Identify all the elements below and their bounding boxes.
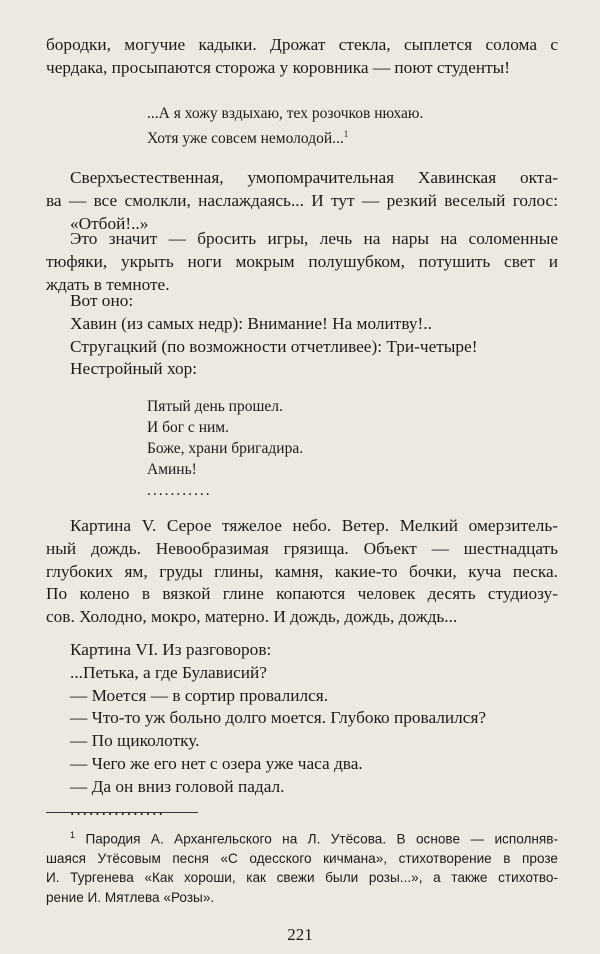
footnote-marker: 1 (343, 129, 349, 139)
footnote-line: рение И. Мятлева «Розы». (46, 889, 215, 905)
poem-line: ...А я хожу вздыхаю, тех розочков нюхаю. (147, 105, 424, 122)
paragraph-scene-5 (46, 515, 558, 629)
text-line: Это значит — бросить игры, лечь на нары на соломенные (70, 229, 558, 248)
poem-chorus (147, 396, 303, 501)
footnote-divider (46, 812, 198, 813)
dialog-line: — Что-то уж больно долго моется. Глубоко провалился? (70, 708, 487, 728)
text-line: Картина VI. Из разговоров: (70, 640, 272, 659)
poem-line: И бог с ним. (147, 419, 229, 436)
text-line: ный дождь. Невообразимая грязища. Объект — шестнадцать (46, 538, 558, 558)
dialog-line: ............... (70, 799, 165, 819)
text-line: По колено в вязкой глине копаются человек десять студиозу- (46, 584, 558, 604)
text-line: «Отбой!..» (70, 213, 149, 233)
text-line: Стругацкий (по возможности отчетливее): Три-четыре! (70, 336, 478, 356)
text-line: сов. Холодно, мокро, матерно. И дождь, дождь, дождь... (46, 607, 458, 627)
text-line: глубоких ям, груды глины, камня, какие-то бочки, куча песка. (46, 561, 558, 581)
paragraph-scene-6 (46, 639, 558, 821)
text-line: Нестройный хор: (70, 359, 198, 379)
paragraph-intro (46, 34, 558, 80)
poem-line: Пятый день прошел. (147, 398, 283, 415)
footnote-number: 1 (70, 830, 76, 840)
text-line: Хавин (из самых недр): Внимание! На молитву!.. (70, 313, 432, 333)
text-line: тюфяки, укрыть ноги мокрым полушубком, потушить свет и (46, 251, 558, 271)
poem-line: Хотя уже совсем немолодой...$^1$ (147, 129, 349, 148)
text-line: чердака, просыпаются сторожа у коровника — поют студенты! (46, 57, 511, 77)
footnote-line: $^1$ Пародия А. Архангельского на Л. Утёсова. В основе — исполняв- (70, 830, 559, 847)
dialog-line: — Моется — в сортир провалился. (70, 685, 329, 705)
text-line: бородки, могучие кадыки. Дрожат стекла, сыплется солома с (46, 35, 558, 54)
dialog-line: ...Петька, а где Булависий? (70, 662, 267, 682)
poem-line: ........... (147, 482, 212, 499)
text-line: Сверхъестественная, умопомрачительная Хавинская окта- (70, 168, 558, 187)
text-line: Вот оно: (70, 291, 134, 310)
dialog-line: — Чего же его нет с озера уже часа два. (70, 753, 363, 773)
paragraph-meaning (46, 228, 558, 296)
dialog-line: — По щиколотку. (70, 731, 200, 751)
dialogue-block (46, 290, 558, 381)
text-line: ждать в темноте. (46, 274, 170, 294)
paragraph-octave (46, 167, 558, 235)
footnote-line: И. Тургенева «Как хороши, как свежи были розы...», а также стихотво- (46, 870, 558, 886)
dialog-line: — Да он вниз головой падал. (70, 776, 285, 796)
text-line: Картина V. Серое тяжелое небо. Ветер. Мелкий омерзитель- (70, 516, 558, 535)
poem-line: Аминь! (147, 461, 197, 478)
footnote (46, 826, 558, 907)
text-line: ва — все смолкли, наслаждаясь... И тут — резкий веселый голос: (46, 190, 558, 210)
poem-line: Боже, храни бригадира. (147, 440, 304, 457)
poem-quote (147, 103, 423, 149)
footnote-line: шаяся Утёсовым песня «С одесского кичмана», стихотворение в прозе (46, 850, 558, 866)
page-number: 221 (287, 925, 313, 944)
